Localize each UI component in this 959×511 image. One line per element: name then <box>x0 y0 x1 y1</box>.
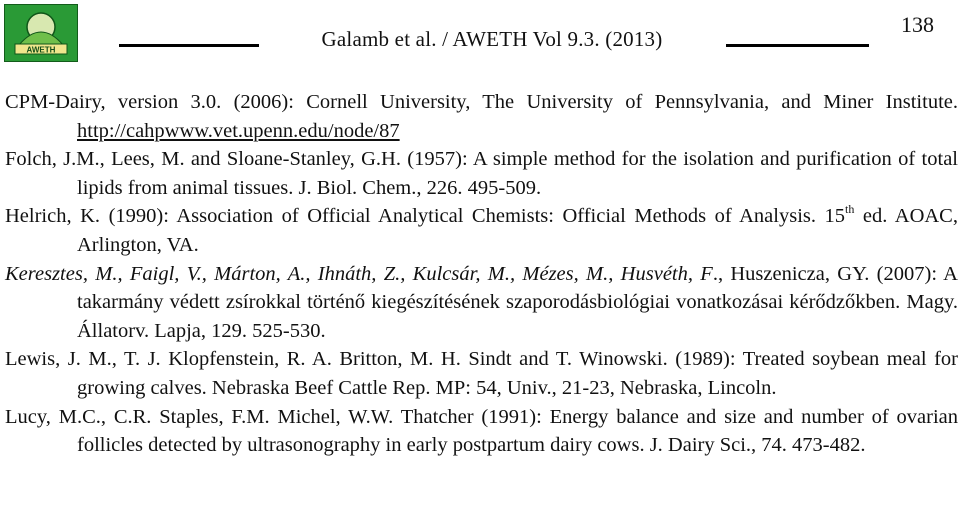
header-rule-left <box>119 44 259 47</box>
running-head: Galamb et al. / AWETH Vol 9.3. (2013) <box>321 27 663 51</box>
journal-logo-graphic <box>5 5 77 61</box>
reference-authors: Keresztes, M., Faigl, V., Márton, A., Ihnáth, Z., Kulcsár, M., Mézes, M., Husvéth, F <box>5 262 713 285</box>
reference-text: Helrich, K. (1990): Association of Official Analytical Chemists: Official Methods of Analysis. 15 <box>5 205 846 228</box>
reference-lewis <box>5 345 958 402</box>
reference-lucy <box>5 403 958 460</box>
reference-text: ed. AOAC, Arlington, VA. <box>77 205 958 256</box>
reference-helrich <box>5 202 958 259</box>
reference-list <box>5 88 958 460</box>
reference-text: CPM-Dairy, version 3.0. (2006): Cornell University, The University of Pennsylvania, and Miner Institute. <box>5 91 958 113</box>
logo-wordmark: AWETH <box>26 45 56 55</box>
reference-text: Folch, J.M., Lees, M. and Sloane-Stanley, G.H. (1957): A simple method for the isolation and purification of total lipids from animal tissues. J. Biol. Chem., 226. 495-509. <box>5 148 958 199</box>
reference-link[interactable]: http://cahpwww.vet.upenn.edu/node/87 <box>77 119 400 142</box>
journal-logo <box>4 4 78 62</box>
reference-text: Lucy, M.C., C.R. Staples, F.M. Michel, W.W. Thatcher (1991): Energy balance and size and number of ovarian follicles detected by ultrasonography in early postpartum dairy cows. J. Dairy Sci., 74. 473-482. <box>5 405 958 457</box>
reference-folch <box>5 145 958 202</box>
page-number: 138 <box>901 12 934 37</box>
reference-cpm-dairy <box>5 88 958 145</box>
reference-text: ., Huszenicza, GY. (2007): A takarmány védett zsírokkal történő kiegészítésének szaporodásbiológiai vonatkozásai kérődzőkben. Magy. Állatorv. Lapja, 129. 525-530. <box>77 262 958 342</box>
reference-text: Lewis, J. M., T. J. Klopfenstein, R. A. Britton, M. H. Sindt and T. Winowski. (1989): Treated soybean meal for growing calves. Nebraska Beef Cattle Rep. MP: 54, Univ., 21-23, Nebraska, Lincoln. <box>5 348 958 399</box>
edition-superscript: th <box>845 202 855 217</box>
header-rule-right <box>726 44 869 47</box>
reference-keresztes <box>5 260 958 346</box>
